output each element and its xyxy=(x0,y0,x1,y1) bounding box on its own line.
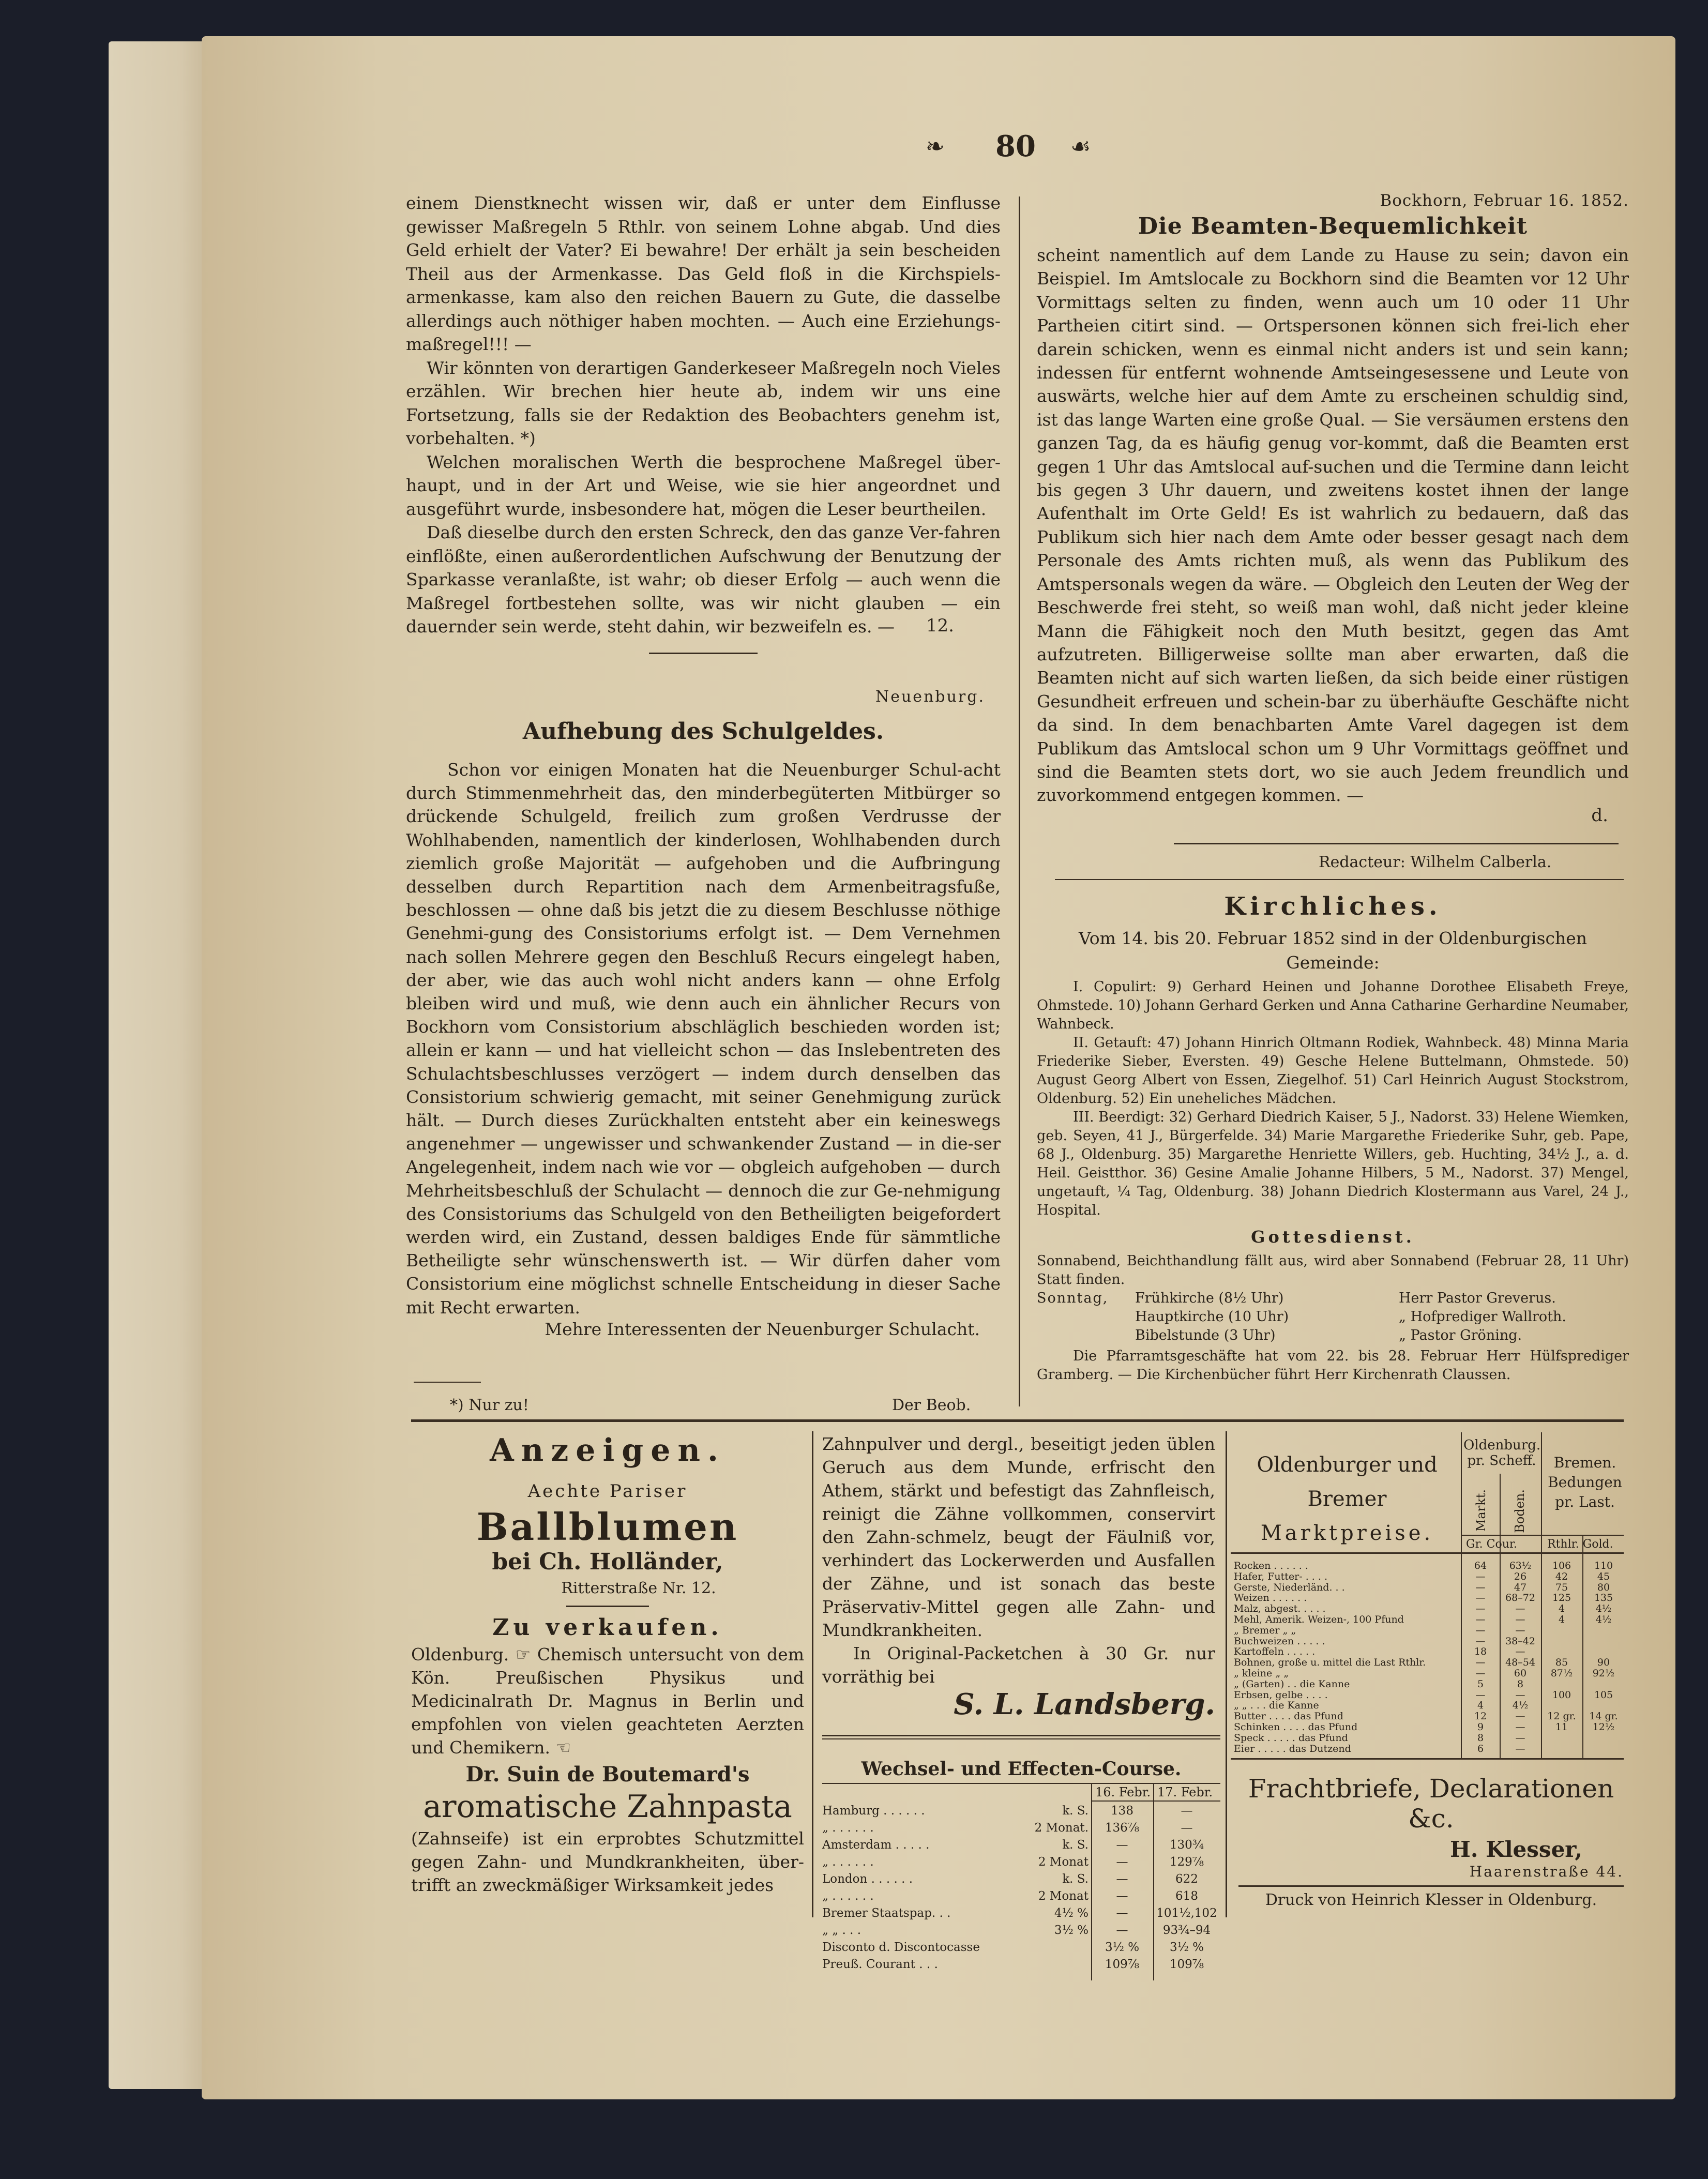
markt-row-bremen-1: 87½ xyxy=(1550,1667,1573,1679)
wechsel-row-term: 2 Monat xyxy=(1038,1889,1089,1903)
ads-column-2 xyxy=(822,1432,1215,1721)
markt-row-label: Bohnen, große u. mittel die Last Rthlr. xyxy=(1234,1657,1426,1669)
markt-row-boden: — xyxy=(1515,1743,1525,1754)
wechsel-row-value-16: 3½ % xyxy=(1105,1941,1140,1954)
wechsel-header-1: 16. Febr. xyxy=(1095,1785,1151,1799)
markt-oldenburg-header: Oldenburg. pr. Scheff. xyxy=(1463,1437,1541,1469)
markt-title-3: Marktpreise. xyxy=(1260,1521,1434,1545)
markt-row-bremen-2: 110 xyxy=(1594,1560,1613,1571)
markt-row-markt: — xyxy=(1475,1613,1486,1625)
wechsel-row-term: k. S. xyxy=(1062,1838,1089,1852)
sonntag-label: Sonntag, xyxy=(1037,1290,1109,1306)
markt-row-bremen-1: 12 gr. xyxy=(1547,1711,1576,1722)
markt-row-label: Schinken . . . . das Pfund xyxy=(1234,1721,1358,1733)
markt-row-bremen-1: 125 xyxy=(1552,1592,1571,1604)
service-3-pastor: „ Pastor Gröning. xyxy=(1399,1327,1522,1343)
redacteur-underline xyxy=(1055,879,1624,880)
markt-row xyxy=(1231,1593,1624,1603)
markt-row-boden: — xyxy=(1515,1689,1525,1701)
schulgeld-title: Aufhebung des Schulgeldes. xyxy=(522,718,884,745)
service-2-name: Hauptkirche (10 Uhr) xyxy=(1135,1309,1289,1325)
wechsel-row xyxy=(822,1956,1220,1973)
markt-row-boden: 68–72 xyxy=(1505,1592,1535,1604)
gottesdienst-sonnabend: Sonnabend, Beichthandlung fällt aus, wird aber Sonnabend (Februar 28, 11 Uhr) Statt finden. xyxy=(1037,1253,1629,1288)
left-paragraph-4: Daß dieselbe durch den ersten Schreck, den das ganze Ver-fahren einflößte, einen außerordentlichen Aufschwung der Benutzung der Sparkasse veranlaßte, ist wahr; ob dieser Erfolg — auch wenn die Maßregel fortbestehen sollte, was wir nicht glauben — ein dauernder sein werde, steht dahin, wir bezweifeln es. — xyxy=(406,522,1001,637)
wechsel-row-value-16: — xyxy=(1116,1889,1128,1903)
markt-table xyxy=(1231,1432,1624,1760)
wechsel-row-term: 3½ % xyxy=(1054,1924,1089,1937)
gottesdienst-title: Gottesdienst. xyxy=(1251,1227,1415,1247)
markt-row-bremen-2: 12½ xyxy=(1592,1721,1615,1733)
markt-row-boden: 60 xyxy=(1514,1667,1527,1679)
ads-top-rule xyxy=(411,1419,1624,1422)
wechsel-row-value-17: 109⅞ xyxy=(1169,1958,1204,1971)
ad2-cont: Zahnpulver und dergl., beseitigt jeden üblen Geruch aus dem Munde, erfrischt den Athem, stärkt und befestigt das Zahnfleisch, reinigt die Zähne vollkommen, conservirt den Zahn-schmelz, beugt der Fäulniß vor, verhindert das Lockerwerden und Ausfallen der Zähne, und ist sonach das beste Präservativ-Mittel gegen alle Zahn- und Mundkrankheiten. xyxy=(822,1434,1215,1640)
markt-row xyxy=(1231,1657,1624,1668)
markt-row xyxy=(1231,1679,1624,1690)
wechsel-header-rule xyxy=(1091,1800,1220,1802)
markt-row-label: Buchweizen . . . . . xyxy=(1234,1635,1325,1647)
markt-row xyxy=(1231,1690,1624,1701)
wechsel-row-label: „ . . . . . . xyxy=(822,1821,874,1835)
footnote-right: Der Beob. xyxy=(892,1396,971,1414)
markt-row-bremen-1: 75 xyxy=(1555,1581,1568,1593)
markt-row-label: „ (Garten) . . die Kanne xyxy=(1234,1678,1350,1690)
markt-row xyxy=(1231,1733,1624,1744)
ornament-left: ❧ xyxy=(926,133,945,160)
ads-divider-2 xyxy=(1226,1431,1227,1917)
markt-row-label: Eier . . . . . das Dutzend xyxy=(1234,1743,1351,1754)
markt-row-boden: 38–42 xyxy=(1505,1635,1535,1647)
schulgeld-signature: Mehre Interessenten der Neuenburger Schulacht. xyxy=(545,1319,980,1339)
wechsel-row-label: Hamburg . . . . . . xyxy=(822,1804,925,1818)
markt-row-label: Erbsen, gelbe . . . . xyxy=(1234,1689,1328,1701)
markt-unit-bremen: Rthlr. Gold. xyxy=(1547,1538,1613,1551)
wechsel-row-label: „ . . . . . . xyxy=(822,1889,874,1903)
wechsel-row xyxy=(822,1905,1220,1922)
wechsel-row xyxy=(822,1820,1220,1837)
wechsel-row-value-17: 130¾ xyxy=(1169,1838,1204,1852)
markt-row-label: Weizen . . . . . . xyxy=(1234,1592,1307,1604)
ad2-title: Zu verkaufen. xyxy=(492,1614,723,1641)
schulgeld-text: Schon vor einigen Monaten hat die Neuenburger Schul-acht durch Stimmenmehrheit das, den minderbegüterten Mitbürger so drückende Schulgeld, freilich zum großen Verdrusse der Wohlhabenden, namentlich der kinderlosen, Wohlhabenden durch ziemlich große Majorität — aufgehoben und die Aufbringung desselben durch Repartition nach dem Armenbeitragsfuße, beschlossen — ohne daß bis jetzt die zu diesem Beschlusse nöthige Genehmi-gung des Consistoriums erfolgt ist. — Dem Vernehmen nach sollen Mehrere gegen den Beschluß Recurs eingelegt haben, der aber, wie das auch wohl nicht anders kann — ohne Erfolg bleiben wird und muß, wie denn auch ein ähnlicher Recurs von Bockhorn vom Consistorium abschläglich beschieden worden ist; allein er kann — und hat vielleicht schon — das Inslebentreten des Schulachtsbeschlusses verzögert — indem durch denselben das Consistorium schwierig gemacht, mit seiner Genehmigung zurück hält. — Durch dieses Zurückhalten entsteht aber ein keineswegs angenehmer — ungewisser und schwankender Zustand — in die-ser Angelegenheit, indem nach wie vor — obgleich aufgehoben — durch Mehrheitsbeschluß der Schulacht — dennoch die zur Ge-nehmigung des Consistoriums das Schulgeld von den Betheiligten beigefordert werden wird, ein Zustand, dessen baldiges Ende für sämmtliche Betheiligte sehr wünschenswerth ist. — Wir dürfen daher vom Consistorium eine möglichst schnelle Entscheidung in dieser Sache mit Recht erwarten. xyxy=(406,760,1001,1318)
markt-row-bremen-1: 100 xyxy=(1552,1689,1571,1701)
markt-row-markt: — xyxy=(1475,1667,1486,1679)
markt-row-bremen-2: 90 xyxy=(1597,1657,1610,1669)
markt-subheader-boden: Boden. xyxy=(1513,1489,1527,1533)
markt-row-label: Gerste, Niederländ. . . xyxy=(1234,1581,1345,1593)
wechsel-row-value-17: 101½,102 xyxy=(1156,1906,1217,1920)
left-paragraph-1: einem Dienstknecht wissen wir, daß er unter dem Einflusse gewisser Maßregeln 5 Rthlr. von seinem Lohne abgab. Und dies Geld erhielt der Vater? Ei bewahre! Der erhält ja sein bescheiden Theil aus der Armenkasse. Das Geld floß in die Kirchspiels-armenkasse, kam also den reichen Bauern zu Gute, die dasselbe allerdings auch nöthiger haben mochten. — Auch eine Erziehungs-maßregel!!! — xyxy=(406,193,1001,354)
markt-row-bremen-2: 80 xyxy=(1597,1581,1610,1593)
markt-row-label: Kartoffeln . . . . . xyxy=(1234,1646,1316,1658)
ad1-by: bei Ch. Holländer, xyxy=(492,1549,723,1575)
fracht-ad xyxy=(1238,1774,1624,1909)
fracht-address: Haarenstraße 44. xyxy=(1469,1863,1624,1880)
markt-row-boden: — xyxy=(1515,1603,1525,1615)
markt-row xyxy=(1231,1700,1624,1711)
markt-row-markt: — xyxy=(1475,1624,1486,1636)
markt-row xyxy=(1231,1722,1624,1733)
druck-line: Druck von Heinrich Klesser in Oldenburg. xyxy=(1265,1891,1597,1909)
beamten-dateline: Bockhorn, Februar 16. 1852. xyxy=(1380,191,1629,210)
markt-rows xyxy=(1231,1561,1624,1754)
markt-row-markt: — xyxy=(1475,1570,1486,1582)
footnote-left: *) Nur zu! xyxy=(450,1396,529,1414)
schulgeld-place: Neuenburg. xyxy=(875,688,985,706)
wechsel-row-value-16: — xyxy=(1116,1838,1128,1852)
wechsel-row-label: London . . . . . . xyxy=(822,1872,913,1886)
anzeigen-title: Anzeigen. xyxy=(490,1432,725,1469)
wechsel-row xyxy=(822,1854,1220,1871)
kirchliches-intro: Vom 14. bis 20. Februar 1852 sind in der Oldenburgischen Gemeinde: xyxy=(1078,928,1588,973)
markt-row-bremen-1: 4 xyxy=(1558,1613,1565,1625)
wechsel-table xyxy=(822,1758,1220,1980)
markt-title-2: Bremer xyxy=(1307,1487,1387,1511)
markt-row xyxy=(1231,1614,1624,1625)
wechsel-row-value-17: — xyxy=(1181,1821,1193,1835)
markt-row-markt: 5 xyxy=(1477,1678,1484,1690)
markt-row-bremen-1: 42 xyxy=(1555,1570,1568,1582)
markt-row-label: Malz, abgest. . . . . xyxy=(1234,1603,1326,1615)
markt-unit-old: Gr. Cour. xyxy=(1466,1538,1517,1551)
wechsel-row-value-17: 622 xyxy=(1175,1872,1198,1886)
markt-row-bremen-1: 11 xyxy=(1555,1721,1568,1733)
kirchliches-title: Kirchliches. xyxy=(1224,892,1442,921)
wechsel-header-2: 17. Febr. xyxy=(1157,1785,1213,1799)
markt-row-bremen-2: 4½ xyxy=(1595,1613,1612,1625)
wechsel-row-value-16: — xyxy=(1116,1855,1128,1869)
wechsel-row-value-17: 618 xyxy=(1175,1889,1198,1903)
markt-row-label: Hafer, Futter- . . . . xyxy=(1234,1570,1328,1582)
markt-row-bremen-1: 4 xyxy=(1558,1603,1565,1615)
markt-row-bremen-1: 85 xyxy=(1555,1657,1568,1669)
markt-row-markt: 12 xyxy=(1474,1711,1487,1722)
markt-row-boden: — xyxy=(1515,1732,1525,1744)
markt-row-label: „ Bremer „ „ xyxy=(1234,1624,1296,1636)
wechsel-row xyxy=(822,1922,1220,1939)
markt-title xyxy=(1236,1448,1458,1550)
wechsel-row-label: Amsterdam . . . . . xyxy=(822,1838,930,1852)
druck-rule xyxy=(1238,1885,1624,1887)
wechsel-row-label: „ „ . . . xyxy=(822,1924,861,1937)
markt-row-markt: 4 xyxy=(1477,1700,1484,1712)
ornament-right: ☙ xyxy=(1070,133,1091,160)
wechsel-row-term: 2 Monat xyxy=(1038,1855,1089,1869)
markt-row xyxy=(1231,1668,1624,1679)
markt-row-markt: — xyxy=(1475,1581,1486,1593)
markt-header-rule xyxy=(1231,1552,1624,1554)
service-3-name: Bibelstunde (3 Uhr) xyxy=(1135,1327,1276,1343)
markt-row-label: Speck . . . . . das Pfund xyxy=(1234,1732,1348,1744)
markt-row-label: Butter . . . . das Pfund xyxy=(1234,1711,1343,1722)
wechsel-row-value-17: 129⅞ xyxy=(1169,1855,1204,1869)
service-2-pastor: „ Hofprediger Wallroth. xyxy=(1399,1309,1566,1325)
ad-separator xyxy=(566,1606,649,1607)
left-signature: 12. xyxy=(926,615,954,636)
markt-row-boden: — xyxy=(1515,1721,1525,1733)
service-1-name: Frühkirche (8½ Uhr) xyxy=(1135,1290,1284,1306)
kirchliches-copulirt: I. Copulirt: 9) Gerhard Heinen und Johanne Dorothee Elisabeth Freye, Ohmstede. 10) Johann Gerhard Gerken und Anna Catharine Gerhardine Neumaber, Wahnbeck. xyxy=(1037,979,1629,1032)
markt-row-boden: — xyxy=(1515,1711,1525,1722)
markt-bremen-header: Bremen. Bedungen pr. Last. xyxy=(1548,1454,1622,1510)
wechsel-row-term: k. S. xyxy=(1062,1872,1089,1886)
column-divider xyxy=(1019,196,1020,1406)
markt-row-boden: 47 xyxy=(1514,1581,1527,1593)
wechsel-row-label: Bremer Staatspap. . . xyxy=(822,1906,951,1920)
markt-row xyxy=(1231,1636,1624,1647)
markt-row-bremen-2: 135 xyxy=(1594,1592,1613,1604)
markt-row-boden: — xyxy=(1515,1646,1525,1658)
wechsel-top-rule-2 xyxy=(822,1738,1220,1739)
markt-row-boden: 48–54 xyxy=(1505,1657,1535,1669)
wechsel-row xyxy=(822,1803,1220,1820)
fracht-title: Frachtbriefe, Declarationen &c. xyxy=(1248,1774,1614,1834)
markt-row xyxy=(1231,1711,1624,1722)
markt-row-markt: — xyxy=(1475,1592,1486,1604)
left-paragraph-2: Wir könnten von derartigen Ganderkeseer Maßregeln noch Vieles erzählen. Wir brechen hier heute ab, indem wir uns eine Fortsetzung, falls sie der Redaktion des Beobachters genehm ist, vorbehalten. *) xyxy=(406,357,1001,448)
markt-row-label: „ kleine „ „ xyxy=(1234,1667,1289,1679)
kirchliches-getauft: II. Getauft: 47) Johann Hinrich Oltmann Rodiek, Wahnbeck. 48) Minna Maria Friederike Sieber, Eversten. 49) Gesche Helene Buttelmann, Ohmstede. 50) August Georg Albert von Essen, Ziegelhof. 51) Carl Heinrich August Stockstrom, Oldenburg. 52) Ein uneheliches Mädchen. xyxy=(1037,1035,1629,1107)
markt-row xyxy=(1231,1561,1624,1571)
markt-unit-rule xyxy=(1461,1535,1624,1536)
pfarramt: Die Pfarramtsgeschäfte hat vom 22. bis 28. Februar Herr Hülfsprediger Gramberg. — Die Kirchenbücher führt Herr Kirchenrath Claussen. xyxy=(1037,1348,1629,1383)
markt-row-markt: — xyxy=(1475,1635,1486,1647)
markt-row-label: Mehl, Amerik. Weizen-, 100 Pfund xyxy=(1234,1613,1404,1625)
ad2-text2: (Zahnseife) ist ein erprobtes Schutzmittel gegen Zahn- und Mundkrankheiten, über-trifft an zweckmäßiger Wirksamkeit jedes xyxy=(411,1828,804,1895)
wechsel-title: Wechsel- und Effecten-Course. xyxy=(861,1758,1182,1780)
markt-row-boden: — xyxy=(1515,1624,1525,1636)
markt-row-markt: 64 xyxy=(1474,1560,1487,1571)
page-number: 80 xyxy=(995,129,1036,163)
ads-divider-1 xyxy=(812,1431,813,1917)
beamten-article xyxy=(1037,191,1629,826)
markt-row-bremen-2: 92½ xyxy=(1592,1667,1615,1679)
wechsel-row-label: Preuß. Courant . . . xyxy=(822,1958,938,1971)
ad2-seller: S. L. Landsberg. xyxy=(954,1687,1215,1721)
wechsel-row xyxy=(822,1871,1220,1888)
ad2-cont2: In Original-Packetchen à 30 Gr. nur vorräthig bei xyxy=(822,1643,1215,1687)
fracht-by: H. Klesser, xyxy=(1450,1837,1582,1862)
ad2-big: aromatische Zahnpasta xyxy=(423,1789,792,1825)
schulgeld-article xyxy=(406,688,1001,1339)
ads-column-1 xyxy=(411,1432,804,1897)
left-article xyxy=(406,191,1001,636)
ad2-name: Dr. Suin de Boutemard's xyxy=(465,1762,750,1787)
markt-row-bremen-2: 45 xyxy=(1597,1570,1610,1582)
markt-row xyxy=(1231,1571,1624,1582)
wechsel-row-value-16: 138 xyxy=(1111,1804,1133,1818)
markt-row xyxy=(1231,1582,1624,1593)
beamten-signature: d. xyxy=(1591,805,1608,826)
markt-row-markt: 18 xyxy=(1474,1646,1487,1658)
wechsel-row-value-16: 109⅞ xyxy=(1105,1958,1140,1971)
markt-row-boden: 8 xyxy=(1517,1678,1524,1690)
wechsel-rows xyxy=(822,1803,1220,1973)
wechsel-row-label: „ . . . . . . xyxy=(822,1855,874,1869)
footnote-rule xyxy=(414,1382,481,1383)
markt-subheader-markt: Markt. xyxy=(1474,1489,1488,1532)
wechsel-row-value-16: — xyxy=(1116,1872,1128,1886)
wechsel-row-term: k. S. xyxy=(1062,1804,1089,1818)
markt-row-boden: 26 xyxy=(1514,1570,1527,1582)
wechsel-grid xyxy=(822,1783,1220,1980)
markt-row-markt: — xyxy=(1475,1657,1486,1669)
markt-row-bremen-1: 106 xyxy=(1552,1560,1571,1571)
wechsel-row-term: 2 Monat. xyxy=(1034,1821,1089,1835)
wechsel-row-value-16: — xyxy=(1116,1906,1128,1920)
ad1-big: Ballblumen xyxy=(476,1505,739,1549)
separator-short xyxy=(649,653,758,654)
wechsel-row xyxy=(822,1888,1220,1905)
markt-row-bremen-2: 14 gr. xyxy=(1589,1711,1618,1722)
markt-row-boden: 4½ xyxy=(1512,1700,1529,1712)
markt-row-markt: — xyxy=(1475,1603,1486,1615)
wechsel-row xyxy=(822,1837,1220,1854)
markt-row-markt: 8 xyxy=(1477,1732,1484,1744)
wechsel-row xyxy=(822,1939,1220,1956)
kirchliches-section xyxy=(1037,892,1629,1384)
redacteur: Redacteur: Wilhelm Calberla. xyxy=(1319,853,1552,871)
ad1-address: Ritterstraße Nr. 12. xyxy=(561,1579,716,1597)
left-paragraph-3: Welchen moralischen Werth die besprochene Maßregel über-haupt, und in der Art und Weise, wie sie hier angeordnet und ausgeführt wurde, insbesondere hat, mögen die Leser beurtheilen. xyxy=(406,451,1001,519)
markt-row xyxy=(1231,1744,1624,1754)
wechsel-top-rule xyxy=(822,1735,1220,1736)
ad2-text: Oldenburg. ☞ Chemisch untersucht von dem Kön. Preußischen Physikus und Medicinalrath Dr. Magnus in Berlin und empfohlen von vielen geachteten Aerzten und Chemikern. ☜ xyxy=(411,1644,804,1758)
markt-row-label: „ „ . . . die Kanne xyxy=(1234,1700,1319,1712)
markt-row-bremen-2: 4½ xyxy=(1595,1603,1612,1615)
wechsel-row-value-17: — xyxy=(1181,1804,1193,1818)
wechsel-row-value-16: 136⅞ xyxy=(1105,1821,1140,1835)
kirchliches-beerdigt: III. Beerdigt: 32) Gerhard Diedrich Kaiser, 5 J., Nadorst. 33) Helene Wiemken, geb. Seyen, 41 J., Bürgerfelde. 34) Marie Margarethe Friederike Suhr, geb. Pape, 68 J., Oldenburg. 35) Margarethe Henriette Willers, geb. Huchting, 34½ J., a. d. Heil. Geistthor. 36) Gesine Amalie Johanne Hilbers, 5 M., Nadorst. 37) Mengel, ungetauft, ¼ Tag, Oldenburg. 38) Johann Diedrich Klostermann aus Varel, 24 J., Hospital. xyxy=(1037,1109,1629,1218)
beamten-text: scheint namentlich auf dem Lande zu Hause zu sein; davon ein Beispiel. Im Amtslocale zu Bockhorn sind die Beamten vor 12 Uhr Vormittags selten zu finden, wenn auch um 10 oder 11 Uhr Partheien citirt sind. — Ortspersonen können sich frei-lich eher darein schicken, wenn es einmal nicht anders ist und sein kann; indessen für entfernt wohnende Amtseingesessene und Leute von auswärts, welche hier auf dem Amte zu erscheinen schuldig sind, ist das lange Warten eine große Qual. — Sie versäumen erstens den ganzen Tag, da es häufig genug vor-kommt, daß die Beamten erst gegen 1 Uhr das Amtslocal auf-suchen und die Termine dann leicht bis gegen 3 Uhr dauern, und zweitens kostet ihnen der lange Aufenthalt im Orte Geld! Es ist wahrlich zu bedauern, daß das Publikum sich hier nach dem Amte oder besser gesagt nach dem Personale des Amts richten muß, als wenn das Publikum des Amtspersonals wegen da wäre. — Obgleich den Leuten der Weg der Beschwerde frei steht, so weiß man wohl, daß nicht jeder kleine Mann die Fähigkeit noch den Muth besitzt, gegen das Amt aufzutreten. Billigerweise sollte man aber erwarten, daß die Beamten nicht auf sich warten ließen, da sich beide einer rüstigen Gesundheit erfreuen und schein-bar zu überhäufte Geschäfte nicht da sind. In dem benachbarten Amte Varel dagegen ist dem Publikum das Amtslocal schon um 9 Uhr Vormittags geöffnet und sind die Beamten stets dort, wo sie auch Jedem freundlich und zuvorkommend entgegen kommen. — xyxy=(1037,245,1629,806)
markt-row-boden: 63½ xyxy=(1509,1560,1532,1571)
markt-row-markt: 9 xyxy=(1477,1721,1484,1733)
wechsel-row-value-17: 93¾–94 xyxy=(1162,1924,1211,1937)
markt-row xyxy=(1231,1625,1624,1636)
markt-row xyxy=(1231,1603,1624,1614)
wechsel-row-value-16: — xyxy=(1116,1924,1128,1937)
markt-row-label: Rocken . . . . . . xyxy=(1234,1560,1308,1571)
ad1-line1: Aechte Pariser xyxy=(527,1481,688,1502)
wechsel-row-value-17: 3½ % xyxy=(1169,1941,1204,1954)
markt-row-markt: — xyxy=(1475,1689,1486,1701)
markt-row-bremen-2: 105 xyxy=(1594,1689,1613,1701)
service-1-pastor: Herr Pastor Greverus. xyxy=(1399,1290,1556,1306)
gottesdienst-services xyxy=(1037,1289,1629,1347)
redacteur-rule xyxy=(1174,843,1619,844)
markt-row-markt: 6 xyxy=(1477,1743,1484,1754)
markt-row-boden: — xyxy=(1515,1613,1525,1625)
beamten-title: Die Beamten-Bequemlichkeit xyxy=(1138,213,1528,239)
wechsel-row-label: Disconto d. Discontocasse xyxy=(822,1941,980,1954)
markt-row xyxy=(1231,1646,1624,1657)
markt-title-1: Oldenburger und xyxy=(1257,1453,1438,1477)
wechsel-row-term: 4½ % xyxy=(1054,1906,1089,1920)
